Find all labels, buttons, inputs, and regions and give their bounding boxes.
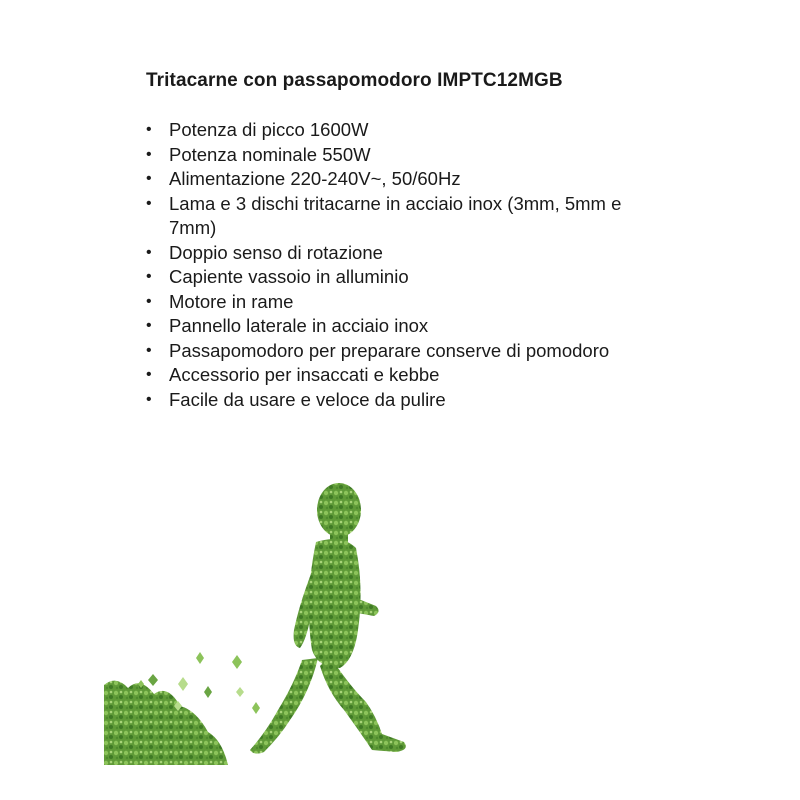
feature-list	[146, 118, 666, 412]
feature-item: • Motore in rame	[146, 290, 666, 315]
feature-item: • Facile da usare e veloce da pulire	[146, 388, 666, 413]
feature-item: • Accessorio per insaccati e kebbe	[146, 363, 666, 388]
leaf-figure	[250, 483, 406, 754]
feature-item: • Capiente vassoio in alluminio	[146, 265, 666, 290]
walking-man-made-of-leaves-icon	[104, 470, 444, 765]
feature-item: • Doppio senso di rotazione	[146, 241, 666, 266]
feature-item: • Lama e 3 dischi tritacarne in acciaio inox (3mm, 5mm e 7mm)	[146, 192, 666, 241]
feature-item: • Pannello laterale in acciaio inox	[146, 314, 666, 339]
feature-item: • Alimentazione 220-240V~, 50/60Hz	[146, 167, 666, 192]
feature-item: • Potenza di picco 1600W	[146, 118, 666, 143]
product-title: Tritacarne con passapomodoro IMPTC12MGB	[146, 70, 563, 91]
feature-item: • Passapomodoro per preparare conserve di pomodoro	[146, 339, 666, 364]
feature-item: • Potenza nominale 550W	[146, 143, 666, 168]
